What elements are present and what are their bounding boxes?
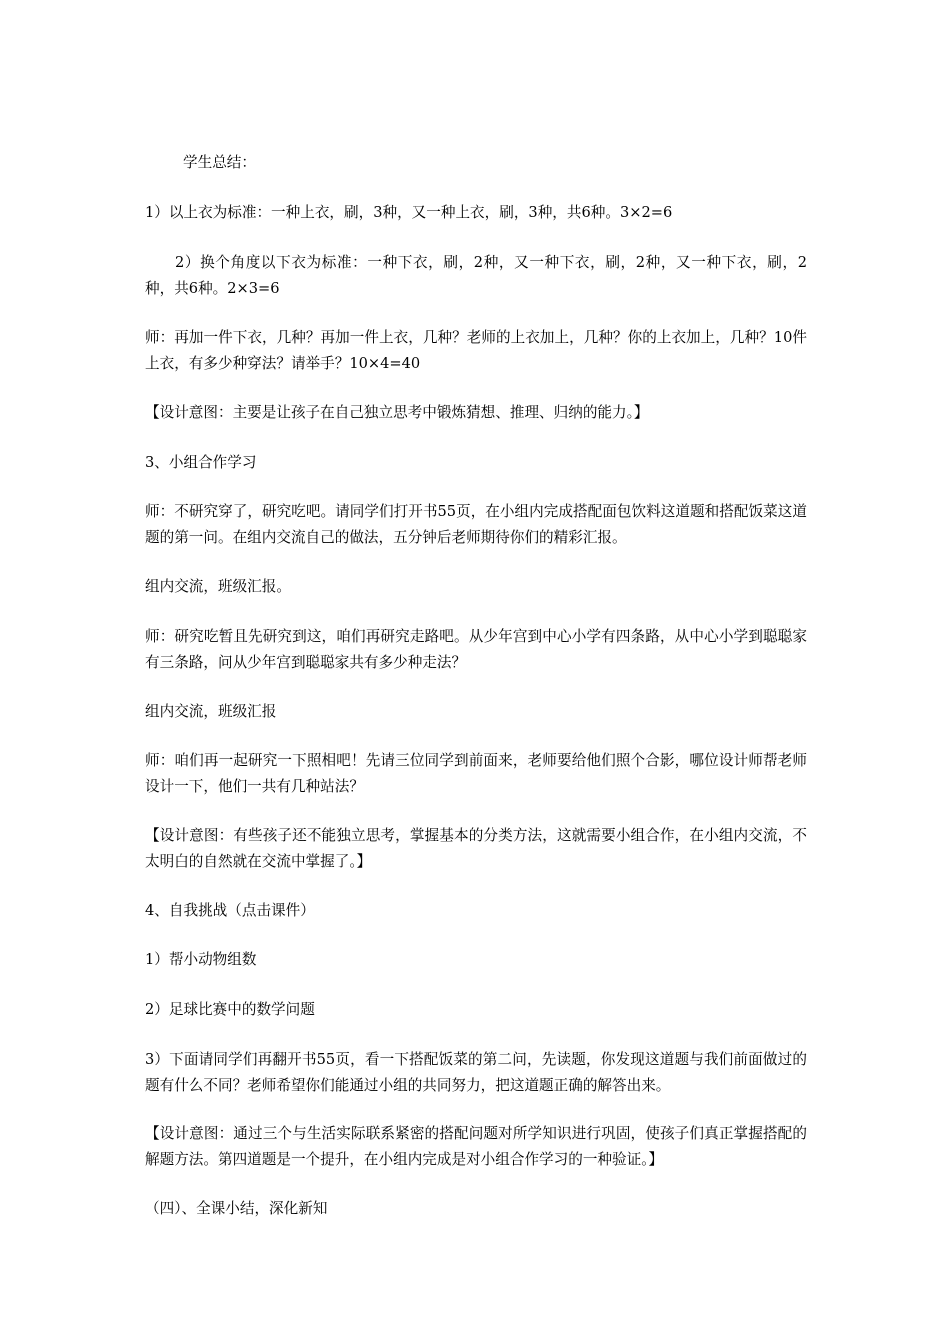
section-heading-group-learning: 3、小组合作学习: [145, 454, 257, 471]
summary-item-1: 1）以上衣为标准：一种上衣，刷，3种，又一种上衣，刷，3种，共6种。3×2=6: [145, 204, 673, 221]
section-heading-self-challenge: 4、自我挑战（点击课件）: [145, 902, 315, 919]
teacher-route-paragraph: 师：研究吃暂且先研究到这，咱们再研究走路吧。从少年宫到中心小学有四条路，从中心小学到聪聪家有三条路，问从少年宫到聪聪家共有多少种走法？: [145, 628, 807, 671]
design-intent-1: 【设计意图：主要是让孩子在自己独立思考中锻炼猜想、推理、归纳的能力。】: [145, 404, 649, 421]
teacher-question-paragraph: 师：再加一件下衣，几种？再加一件上衣，几种？老师的上衣加上，几种？你的上衣加上，几种？10件上衣，有多少种穿法？请举手？10×4=40: [145, 329, 807, 372]
group-exchange-1: 组内交流，班级汇报。: [145, 578, 291, 595]
teacher-food-paragraph: 师：不研究穿了，研究吃吧。请同学们打开书55页，在小组内完成搭配面包饮料这道题和搭配饭菜这道题的第一问。在组内交流自己的做法，五分钟后老师期待你们的精彩汇报。: [145, 503, 807, 546]
design-intent-2: 【设计意图：有些孩子还不能独立思考，掌握基本的分类方法，这就需要小组合作，在小组内交流，不太明白的自然就在交流中掌握了。】: [145, 827, 807, 870]
summary-item-2: 2）换个角度以下衣为标准：一种下衣，刷，2种，又一种下衣，刷，2种，又一种下衣，刷，2种，共6种。2×3=6: [145, 254, 807, 297]
section-heading-summary: （四）、全课小结，深化新知: [145, 1200, 328, 1217]
design-intent-3: 【设计意图：通过三个与生活实际联系紧密的搭配问题对所学知识进行巩固，使孩子们真正掌握搭配的解题方法。第四道题是一个提升，在小组内完成是对小组合作学习的一种验证。】: [145, 1125, 807, 1168]
challenge-item-3: 3）下面请同学们再翻开书55页，看一下搭配饭菜的第二问，先读题，你发现这道题与我们前面做过的题有什么不同？老师希望你们能通过小组的共同努力，把这道题正确的解答出来。: [145, 1051, 807, 1094]
student-summary-heading: 学生总结：: [183, 154, 256, 171]
challenge-item-1: 1）帮小动物组数: [145, 951, 257, 968]
challenge-item-2: 2）足球比赛中的数学问题: [145, 1001, 315, 1018]
group-exchange-2: 组内交流，班级汇报: [145, 703, 277, 720]
teacher-photo-paragraph: 师：咱们再一起研究一下照相吧！先请三位同学到前面来，老师要给他们照个合影，哪位设计师帮老师设计一下，他们一共有几种站法？: [145, 752, 807, 795]
